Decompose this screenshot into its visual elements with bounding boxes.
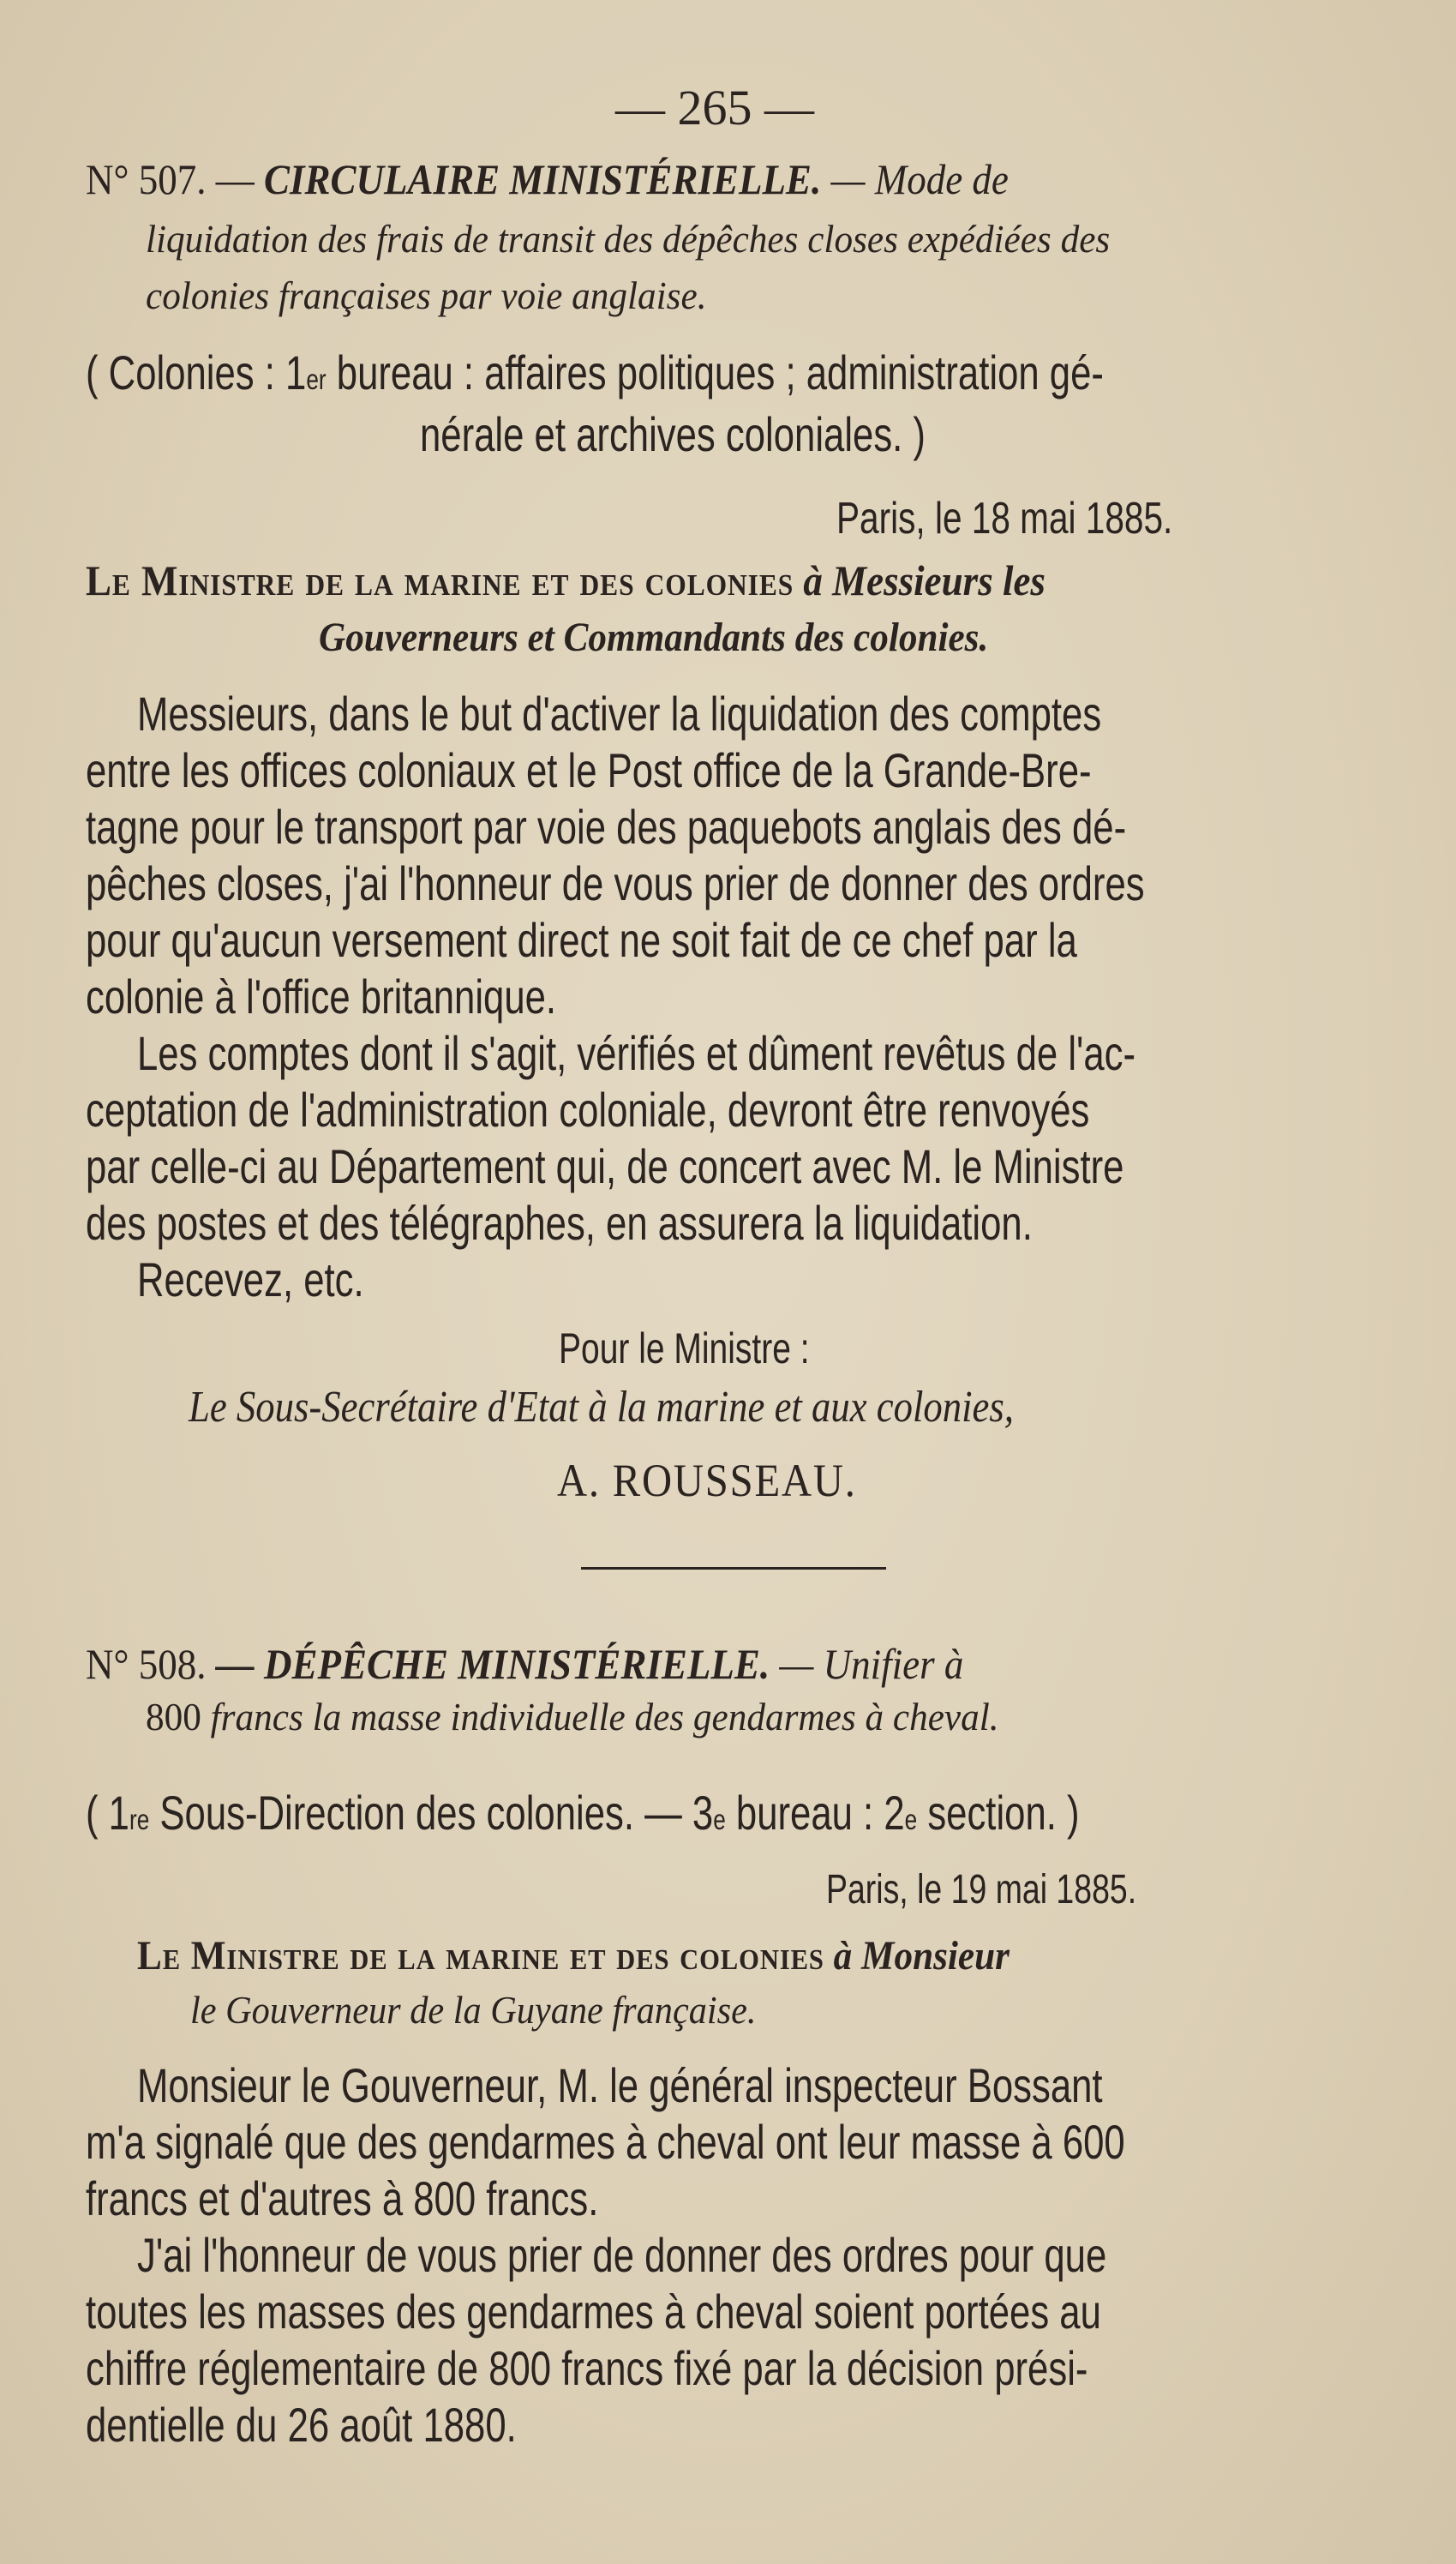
doc-507-body-line: Recevez, etc. bbox=[137, 1252, 364, 1306]
office-superscript: re bbox=[129, 1804, 150, 1836]
doc-507-office-line1 bbox=[86, 345, 1104, 401]
doc-508-addressee-line1 bbox=[137, 1932, 1010, 1979]
addressee-italic: à Monsieur bbox=[824, 1933, 1010, 1979]
addressee-smallcaps: Le Ministre de la marine et des colonies bbox=[86, 556, 794, 604]
doc-507-date: Paris, le 18 mai 1885. bbox=[836, 494, 1173, 543]
doc-508-number: N° 508. bbox=[86, 1640, 207, 1688]
doc-507-body-line: Les comptes dont il s'agit, vérifiés et dûment revêtus de l'ac- bbox=[137, 1026, 1136, 1080]
subject-amount: 800 bbox=[146, 1695, 201, 1738]
doc-507-signatory-name: A. ROUSSEAU. bbox=[557, 1455, 857, 1506]
doc-507-addressee-line2: Gouverneurs et Commandants des colonies. bbox=[319, 615, 989, 660]
doc-508-body-line: chiffre réglementaire de 800 francs fixé par la décision prési- bbox=[86, 2341, 1088, 2395]
doc-508-body-line: toutes les masses des gendarmes à cheval soient portées au bbox=[86, 2285, 1101, 2339]
doc-507-heading bbox=[86, 154, 1009, 204]
addressee-smallcaps: Le Ministre de la marine et des colonies bbox=[137, 1933, 824, 1979]
doc-508-subject-line2 bbox=[146, 1694, 999, 1739]
subject-text: francs la masse individuelle des gendarmes à cheval. bbox=[201, 1695, 999, 1738]
doc-507-office-line2: nérale et archives coloniales. ) bbox=[420, 407, 926, 461]
doc-507-body-line: pour qu'aucun versement direct ne soit fait de ce chef par la bbox=[86, 913, 1077, 967]
doc-507-addressee-line1 bbox=[86, 555, 1046, 605]
office-text: section. ) bbox=[917, 1786, 1080, 1840]
doc-507-subject-line2: liquidation des frais de transit des dépêches closes expédiées des bbox=[146, 217, 1111, 261]
office-superscript: er bbox=[306, 364, 327, 396]
doc-507-dash: — bbox=[206, 155, 264, 203]
office-text: ( 1 bbox=[86, 1786, 129, 1840]
doc-508-type: — DÉPÊCHE MINISTÉRIELLE. bbox=[215, 1640, 770, 1688]
doc-507-body-line: Messieurs, dans le but d'activer la liquidation des comptes bbox=[137, 687, 1102, 741]
doc-508-addressee-line2: le Gouverneur de la Guyane française. bbox=[190, 1988, 757, 2032]
doc-508-body-line: francs et d'autres à 800 francs. bbox=[86, 2171, 599, 2225]
office-text: ( Colonies : 1 bbox=[86, 345, 307, 399]
doc-507-type: CIRCULAIRE MINISTÉRIELLE. bbox=[263, 155, 822, 203]
doc-507-body-line: ceptation de l'administration coloniale, devront être renvoyés bbox=[86, 1083, 1090, 1137]
doc-508-date: Paris, le 19 mai 1885. bbox=[826, 1867, 1137, 1912]
doc-508-body-line: J'ai l'honneur de vous prier de donner des ordres pour que bbox=[137, 2228, 1107, 2282]
doc-507-subject-prefix: — Mode de bbox=[821, 155, 1009, 203]
doc-507-body-line: pêches closes, j'ai l'honneur de vous prier de donner des ordres bbox=[86, 856, 1145, 910]
page-number: — 265 — bbox=[615, 80, 814, 135]
office-text: bureau : affaires politiques ; administration gé- bbox=[326, 345, 1104, 399]
doc-507-body-line: des postes et des télégraphes, en assurera la liquidation. bbox=[86, 1196, 1033, 1250]
doc-507-for-minister: Pour le Ministre : bbox=[559, 1324, 810, 1372]
doc-508-office bbox=[86, 1785, 1080, 1841]
doc-507-signatory-title: Le Sous-Secrétaire d'Etat à la marine et aux colonies, bbox=[189, 1383, 1014, 1432]
addressee-italic: à Messieurs les bbox=[794, 556, 1046, 604]
doc-508-subject-prefix: — Unifier à bbox=[770, 1640, 964, 1688]
office-text: Sous-Direction des colonies. — 3 bbox=[149, 1786, 714, 1840]
doc-507-number: N° 507. bbox=[86, 155, 207, 203]
doc-508-body-line: dentielle du 26 août 1880. bbox=[86, 2398, 517, 2452]
doc-507-body-line: tagne pour le transport par voie des paquebots anglais des dé- bbox=[86, 800, 1127, 854]
doc-508-body-line: m'a signalé que des gendarmes à cheval ont leur masse à 600 bbox=[86, 2115, 1125, 2169]
doc-507-subject-line3: colonies françaises par voie anglaise. bbox=[146, 273, 707, 317]
office-superscript: e bbox=[904, 1804, 918, 1836]
doc-508-body-line: Monsieur le Gouverneur, M. le général inspecteur Bossant bbox=[137, 2058, 1103, 2112]
doc-507-body-line: entre les offices coloniaux et le Post office de la Grande-Bre- bbox=[86, 743, 1092, 797]
doc-507-body-line: colonie à l'office britannique. bbox=[86, 970, 557, 1024]
office-text: bureau : 2 bbox=[725, 1786, 905, 1840]
section-divider bbox=[581, 1567, 886, 1570]
doc-508-heading bbox=[86, 1639, 963, 1689]
office-superscript: e bbox=[713, 1804, 726, 1836]
doc-507-body-line: par celle-ci au Département qui, de concert avec M. le Ministre bbox=[86, 1139, 1124, 1193]
